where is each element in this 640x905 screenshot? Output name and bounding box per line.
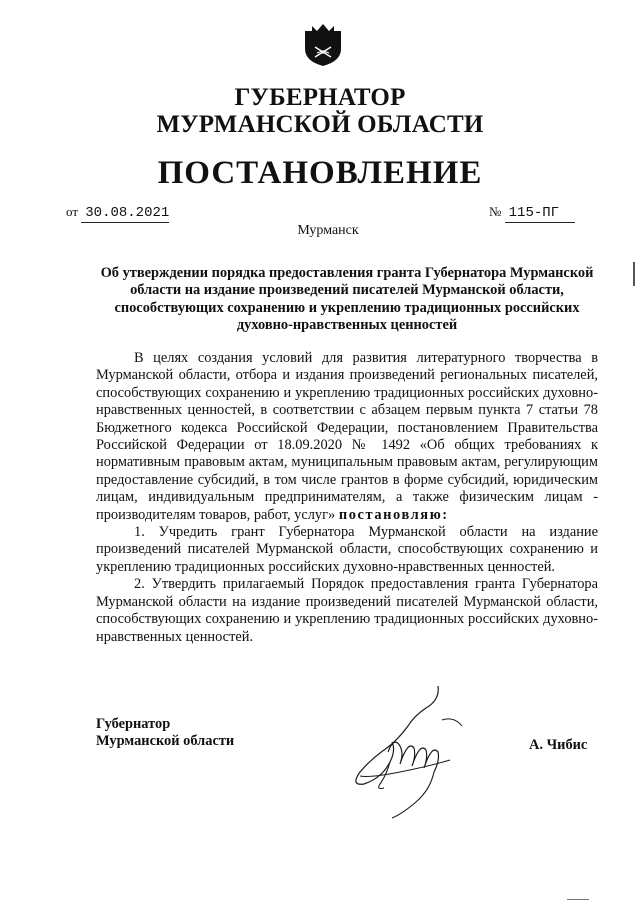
scan-foot-mark xyxy=(567,899,589,900)
item-2: 2. Утвердить прилагаемый Порядок предоставления гранта Губернатора Мурманской области на издание произведений писателей Мурманской области, способствующих сохранению и укреплению традиционных российских духовно-нравственных ценностей. xyxy=(96,576,598,645)
date-label: от xyxy=(66,204,79,219)
handwritten-signature xyxy=(330,680,480,830)
governor-title: ГУБЕРНАТОР xyxy=(234,84,406,111)
decree-word: постановляю: xyxy=(338,506,449,523)
document-date: 30.08.2021 xyxy=(81,204,169,223)
coat-of-arms-icon xyxy=(303,23,343,67)
document-number: 115-ПГ xyxy=(505,204,575,223)
position-line-1: Губернатор xyxy=(96,716,171,732)
document-body xyxy=(96,350,598,646)
region-title: МУРМАНСКОЙ ОБЛАСТИ xyxy=(156,111,484,138)
document-type: ПОСТАНОВЛЕНИЕ xyxy=(157,155,483,191)
position-line-2: Мурманской области xyxy=(96,733,235,750)
date-field xyxy=(66,203,169,223)
scan-edge-mark xyxy=(633,262,635,286)
number-field xyxy=(489,203,575,223)
signatory-name: А. Чибис xyxy=(529,737,588,753)
item-1: 1. Учредить грант Губернатора Мурманской области на издание произведений писателей Мурманской области, способствующих сохранению и укреплению традиционных российских духовно-нравственных ценностей. xyxy=(96,524,598,575)
signatory-position xyxy=(96,716,234,751)
intro-text: В целях создания условий для развития литературного творчества в Мурманской области, отбора и издания произведений региональных писателей, способствующих сохранению и укреплению традиционных российских духовно-нравственных ценностей, в соответствии с абзацем первым пункта 7 статьи 78 Бюджетного кодекса Российской Федерации, постановлением Правительства Российской Федерации от 18.09.2020 № 1492 «Об общих требованиях к нормативным правовым актам, муниципальным правовым актам, регулирующим предоставление субсидий, в том числе грантов в форме субсидий, юридическим лицам, индивидуальным предпринимателям, а также физическим лицам - производителям товаров, работ, услуг» xyxy=(96,350,598,523)
document-heading: Об утверждении порядка предоставления гранта Губернатора Мурманской области на издание произведений писателей Мурманской области, способствующих сохранению и укреплению традиционных российских духовно-нравственных ценностей xyxy=(100,265,594,334)
number-label: № xyxy=(489,204,502,219)
intro-paragraph xyxy=(96,350,598,524)
city: Мурманск xyxy=(297,223,359,238)
